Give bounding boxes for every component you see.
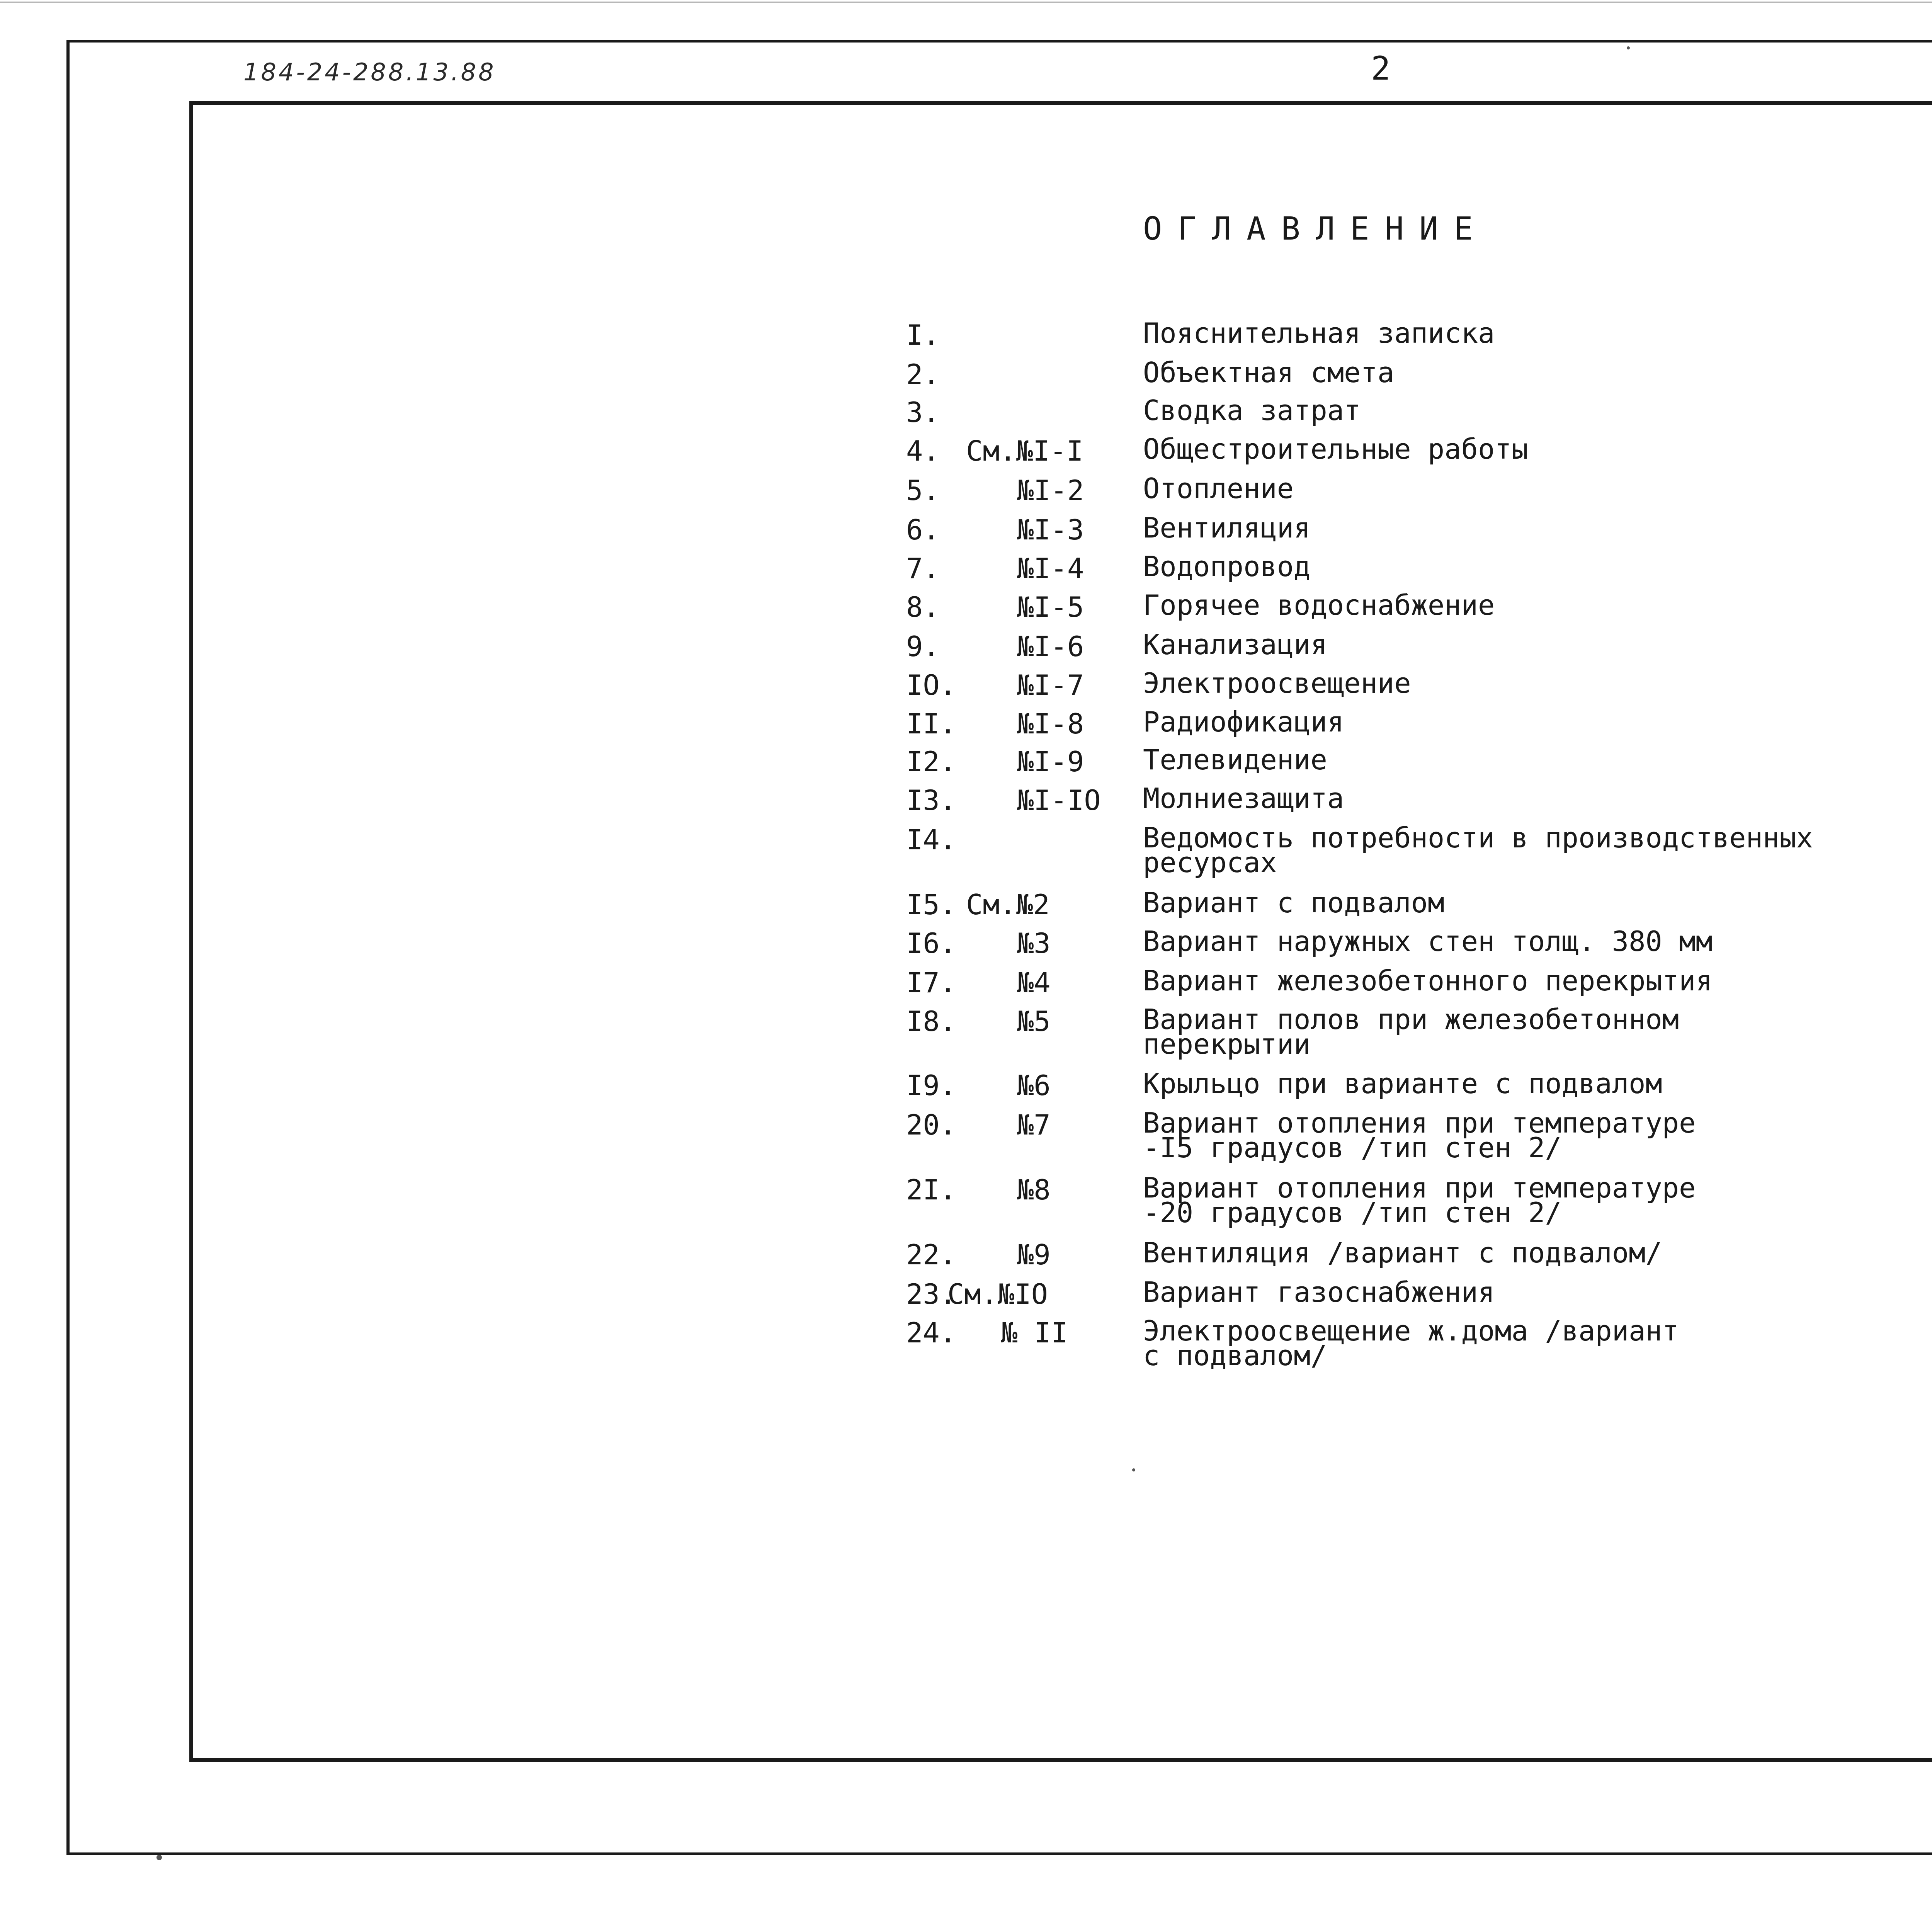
- toc-entry-number: 4.: [906, 435, 940, 467]
- toc-entry-estimate-ref: См.№I-I: [966, 435, 1083, 467]
- toc-entry-number: I.: [906, 319, 940, 351]
- toc-entry-title-line: Вариант отопления при температуре: [1143, 1107, 1696, 1139]
- toc-entry: [0, 1107, 1932, 1164]
- toc-entry-title-line: Молниезащита: [1143, 782, 1344, 815]
- toc-entry: [0, 822, 1932, 879]
- toc-entry-estimate-ref: №I-8: [1017, 708, 1084, 740]
- toc-entry-title-line: Пояснительная записка: [1143, 317, 1495, 349]
- toc-entry: [0, 472, 1932, 519]
- toc-entry-title-line: Телевидение: [1143, 743, 1327, 776]
- toc-entry: [0, 1237, 1932, 1283]
- toc-entry-number: I5.: [906, 888, 957, 921]
- toc-entry-title: [1143, 550, 1932, 583]
- toc-entry-title: [1143, 782, 1932, 815]
- toc-entry-title-line: Вариант отопления при температуре: [1143, 1172, 1696, 1204]
- toc-entry: [0, 512, 1932, 558]
- toc-entry: [0, 1315, 1932, 1372]
- toc-entry-title-line: Объектная смета: [1143, 356, 1395, 389]
- toc-entry-title-line: перекрытии: [1143, 1028, 1311, 1060]
- toc-entry-title: [1143, 822, 1932, 879]
- toc-entry-title: [1143, 886, 1932, 919]
- toc-entry-number: 2I.: [906, 1174, 957, 1206]
- toc-entry-number: 2.: [906, 358, 940, 391]
- toc-entry-number: I3.: [906, 784, 957, 816]
- toc-entry-number: 8.: [906, 591, 940, 623]
- toc-entry-title-line: Электроосвещение: [1143, 667, 1411, 699]
- toc-entry-title-line: с подвалом/: [1143, 1339, 1327, 1372]
- toc-entry: [0, 706, 1932, 752]
- toc-entry-estimate-ref: №8: [1017, 1174, 1051, 1206]
- toc-entry-title: [1143, 512, 1932, 544]
- toc-entry-number: IO.: [906, 669, 957, 701]
- toc-entry-title-line: Сводка затрат: [1143, 394, 1361, 427]
- toc-entry: [0, 1172, 1932, 1229]
- toc-entry-number: I9.: [906, 1069, 957, 1102]
- toc-entry: [0, 433, 1932, 479]
- toc-entry-title: [1143, 1276, 1932, 1308]
- toc-entry-title: [1143, 356, 1932, 389]
- toc-entry: [0, 550, 1932, 597]
- toc-entry-number: II.: [906, 708, 957, 740]
- toc-entry-number: I8.: [906, 1005, 957, 1038]
- toc-entry-title-line: Ведомость потребности в производственных: [1143, 822, 1813, 854]
- scan-speck: [1627, 46, 1630, 49]
- scan-speck: [156, 1855, 162, 1860]
- toc-entry-title-line: Вариант газоснабжения: [1143, 1276, 1495, 1308]
- document-code: 184-24-288.13.88: [243, 58, 496, 86]
- toc-entry-title: [1143, 472, 1932, 505]
- toc-entry-estimate-ref: №I-IO: [1017, 784, 1101, 816]
- toc-entry-title-line: -I5 градусов /тип стен 2/: [1143, 1131, 1562, 1164]
- toc-entry-title: [1143, 628, 1932, 661]
- toc-entry: [0, 589, 1932, 635]
- toc-entry-number: 23.: [906, 1278, 957, 1310]
- toc-entry-title-line: Горячее водоснабжение: [1143, 589, 1495, 621]
- page-edge: [0, 2, 1932, 3]
- toc-entry-title-line: -20 градусов /тип стен 2/: [1143, 1196, 1562, 1229]
- page-title: ОГЛАВЛЕНИЕ: [1143, 211, 1488, 247]
- toc-entry-title-line: Вариант наружных стен толщ. 380 мм: [1143, 925, 1713, 958]
- toc-entry-number: 3.: [906, 396, 940, 429]
- toc-entry-title-line: Отопление: [1143, 472, 1294, 505]
- toc-entry-title-line: Крыльцо при варианте с подвалом: [1143, 1067, 1662, 1100]
- toc-entry-title-line: Вариант железобетонного перекрытия: [1143, 964, 1713, 997]
- sheet-number: 2: [1371, 49, 1391, 87]
- toc-entry-title: [1143, 1172, 1932, 1229]
- toc-entry: [0, 743, 1932, 790]
- toc-entry-number: 5.: [906, 474, 940, 507]
- toc-entry-estimate-ref: №5: [1017, 1005, 1051, 1038]
- toc-entry-title: [1143, 317, 1932, 349]
- toc-entry-estimate-ref: №I-9: [1017, 745, 1084, 778]
- toc-entry-title-line: Радиофикация: [1143, 706, 1344, 738]
- toc-entry-title-line: Водопровод: [1143, 550, 1311, 583]
- toc-entry-title: [1143, 1003, 1932, 1060]
- toc-entry-title-line: Канализация: [1143, 628, 1327, 661]
- toc-entry: [0, 667, 1932, 713]
- toc-entry-number: 7.: [906, 552, 940, 585]
- toc-entry-title-line: Электроосвещение ж.дома /вариант: [1143, 1315, 1679, 1347]
- toc-entry-title-line: ресурсах: [1143, 846, 1277, 879]
- toc-entry-number: 24.: [906, 1317, 957, 1349]
- toc-entry-title: [1143, 925, 1932, 958]
- toc-entry-title: [1143, 394, 1932, 427]
- toc-entry-title: [1143, 589, 1932, 621]
- toc-entry-estimate-ref: №I-3: [1017, 514, 1084, 546]
- toc-entry: [0, 317, 1932, 363]
- toc-entry-title-line: Вентиляция /вариант с подвалом/: [1143, 1237, 1662, 1269]
- toc-entry-number: I4.: [906, 823, 957, 856]
- toc-entry-estimate-ref: №7: [1017, 1109, 1051, 1141]
- toc-entry-estimate-ref: №I-2: [1017, 474, 1084, 507]
- toc-entry-number: I2.: [906, 745, 957, 778]
- toc-entry-title-line: Вариант с подвалом: [1143, 886, 1445, 919]
- toc-entry-number: I7.: [906, 966, 957, 999]
- toc-entry-estimate-ref: См.№IO: [947, 1278, 1048, 1310]
- toc-entry-estimate-ref: См.№2: [966, 888, 1050, 921]
- toc-entry-estimate-ref: №9: [1017, 1238, 1051, 1271]
- toc-entry: [0, 628, 1932, 675]
- toc-entry-estimate-ref: №I-7: [1017, 669, 1084, 701]
- toc-entry-title: [1143, 1315, 1932, 1372]
- toc-entry-title: [1143, 667, 1932, 699]
- toc-entry-estimate-ref: №I-5: [1017, 591, 1084, 623]
- toc-entry: [0, 356, 1932, 403]
- toc-entry-title: [1143, 1237, 1932, 1269]
- toc-entry-number: 20.: [906, 1109, 957, 1141]
- toc-entry-title: [1143, 706, 1932, 738]
- toc-entry-estimate-ref: №6: [1017, 1069, 1051, 1102]
- toc-entry-title-line: Общестроительные работы: [1143, 433, 1528, 465]
- toc-entry: [0, 1003, 1932, 1060]
- toc-entry-number: I6.: [906, 927, 957, 959]
- toc-entry-title: [1143, 1067, 1932, 1100]
- toc-entry-estimate-ref: № II: [1001, 1317, 1068, 1349]
- toc-entry-number: 9.: [906, 630, 940, 663]
- toc-entry-title: [1143, 964, 1932, 997]
- scan-speck: [1132, 1468, 1135, 1471]
- toc-entry-number: 22.: [906, 1238, 957, 1271]
- toc-entry-estimate-ref: №3: [1017, 927, 1051, 959]
- toc-entry: [0, 394, 1932, 441]
- toc-entry-number: 6.: [906, 514, 940, 546]
- toc-entry-estimate-ref: №I-4: [1017, 552, 1084, 585]
- toc-entry-title: [1143, 743, 1932, 776]
- toc-entry-title: [1143, 433, 1932, 465]
- toc-entry-title-line: Вариант полов при железобетонном: [1143, 1003, 1679, 1036]
- toc-entry-title: [1143, 1107, 1932, 1164]
- toc-entry-estimate-ref: №I-6: [1017, 630, 1084, 663]
- toc-entry-title-line: Вентиляция: [1143, 512, 1311, 544]
- toc-entry-estimate-ref: №4: [1017, 966, 1051, 999]
